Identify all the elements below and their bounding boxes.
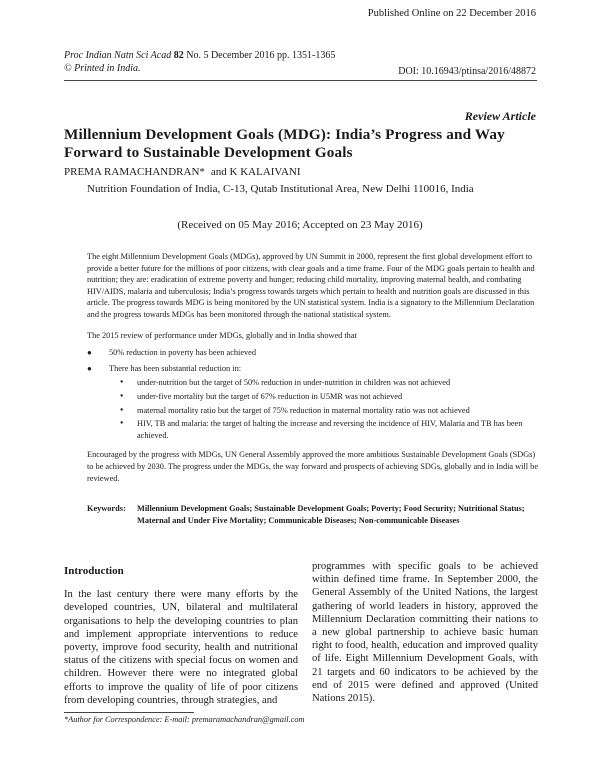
journal-citation	[64, 50, 335, 75]
list-item: ● maternal mortality ratio but the target of 75% reduction in maternal mortality ratio was not achieved	[115, 405, 541, 417]
keywords	[87, 503, 541, 526]
keywords-list: Millennium Development Goals; Sustainable Development Goals; Poverty; Food Security; Nutritional Status; Maternal and Under Five Mortality; Communicable Diseases; Non-communicable Diseases	[137, 504, 525, 525]
list-item: ● HIV, TB and malaria: the target of halting the increase and reversing the incidence of HIV, Malaria and TB has been achieved.	[115, 418, 541, 441]
section-heading-introduction: Introduction	[64, 565, 124, 577]
author-2: and K KALAIVANI	[210, 166, 301, 178]
keywords-label: Keywords:	[87, 504, 126, 513]
list-item: ● There has been substantial reduction in: ● under-nutrition but the target of 50% reduction in under-nutrition in children was not achieved ● under-five mortality but the target of 67% reduction in U5MR was not achieved ● maternal mortality ratio but the target of 75% reduction in maternal mortality ratio was not achieved ● HIV, TB and malaria: the target of halting the increase and reversing the incidence of HIV, Malaria and TB has been achieved.	[87, 363, 541, 442]
article-title: Millennium Development Goals (MDG): India’s Progress and Way Forward to Sustainable Development Goals	[64, 126, 505, 161]
doi[interactable]: DOI: 10.16943/ptinsa/2016/48872	[398, 66, 536, 77]
footnote-divider	[64, 712, 194, 713]
abstract-sub-bullet-list	[115, 377, 541, 441]
abstract-bullet-list	[87, 347, 541, 441]
received-dates: (Received on 05 May 2016; Accepted on 23 May 2016)	[177, 219, 423, 231]
affiliation: Nutrition Foundation of India, C-13, Qutab Institutional Area, New Delhi 110016, India	[87, 183, 474, 195]
journal-name: Proc Indian Natn Sci Acad	[64, 50, 172, 61]
abstract-paragraph-2: The 2015 review of performance under MDGs, globally and in India showed that	[87, 330, 357, 340]
authors	[64, 166, 301, 178]
body-right-column	[312, 560, 538, 705]
header-divider	[64, 80, 537, 81]
journal-issue-pages: No. 5 December 2016 pp. 1351-1365	[186, 50, 336, 61]
abstract-paragraph-3: Encouraged by the progress with MDGs, UN General Assembly approved the more ambitious Sustainable Development Goals (SDGs) to be achieved by 2030. The progress under the MDGs, the way forward and prospects of achieving SDGs, globally and in India will be reviewed.	[87, 450, 538, 483]
article-type: Review Article	[464, 109, 536, 123]
body-text-right: programmes with specific goals to be achieved within defined time frame. In September 2000, the General Assembly of the United Nations, the largest gathering of world leaders in history, approved the Millennium Declaration committing their nations to a new global partnership to achieve basic human right to food, health, education and improved quality of life. Eight Millennium Development Goals, with 21 targets and 60 indicators to be achieved by the end of 2015 were defined and approved (United Nations 2015).	[312, 561, 538, 705]
abstract-paragraph-1: The eight Millennium Development Goals (MDGs), approved by UN Summit in 2000, represent the first global development effort to provide a better future for the millions of poor citizens, with clear goals and a time frame. Four of the MDG goals pertain to health and nutrition; they are: eradication of extreme poverty and hunger; reducing child mortality, improving maternal health, and combating HIV/AIDS, malaria and tuberculosis; India’s progress towards targets which pertain to health and nutrition goals are discussed in this article. The progress towards MDG is being monitored by the UN statistical system. India is a signatory to the Millennium Declaration and the progress towards MDGs has been monitored through the national statistical system.	[87, 252, 535, 319]
copyright-line: © Printed in India.	[64, 62, 141, 74]
list-item: ● under-nutrition but the target of 50% reduction in under-nutrition in children was not achieved	[115, 377, 541, 389]
correspondence-footnote: *Author for Correspondence: E-mail: premaramachandran@gmail.com	[64, 715, 305, 724]
body-left-column	[64, 565, 298, 707]
published-online-date: Published Online on 22 December 2016	[367, 8, 536, 19]
body-text-left: In the last century there were many efforts by the developed countries, UN, bilateral and multilateral organisations to help the developing countries to plan and implement appropriate interventions to reduce poverty, improve food security, health and nutritional status of the citizens with special focus on women and children. However there were no integrated global efforts to improve the quality of life of poor citizens from developing countries, through strategies, and	[64, 589, 298, 706]
abstract	[87, 251, 541, 493]
list-item: ● 50% reduction in poverty has been achieved	[87, 347, 541, 359]
author-1: PREMA RAMACHANDRAN*	[64, 166, 205, 178]
list-item: ● under-five mortality but the target of 67% reduction in U5MR was not achieved	[115, 391, 541, 403]
journal-volume: 82	[173, 50, 184, 61]
